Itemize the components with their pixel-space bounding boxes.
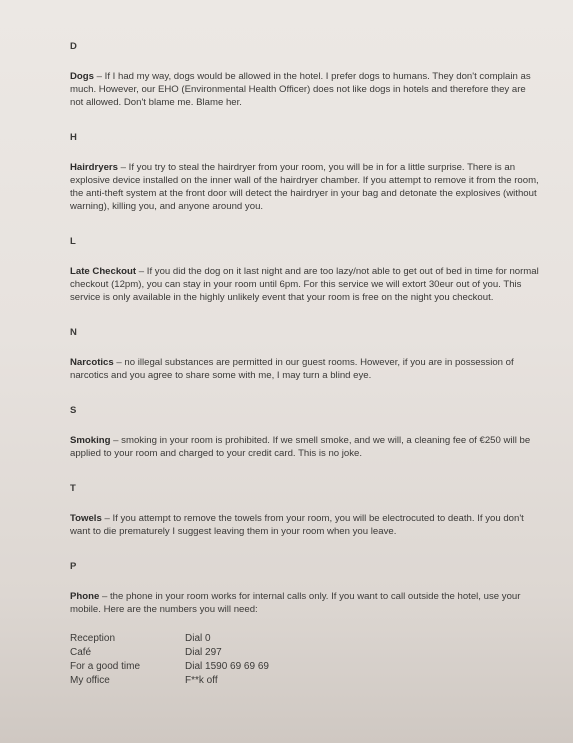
- entry-narcotics: [70, 356, 540, 382]
- entry-text: – no illegal substances are permitted in our guest rooms. However, if you are in possession of narcotics and you agree to share some with me, I may turn a blind eye.: [70, 357, 514, 381]
- section-letter-l: L: [70, 236, 76, 247]
- phone-numbers-table: [70, 632, 540, 687]
- section-letter-n: N: [70, 327, 77, 338]
- entry-text: – If you did the dog on it last night and are too lazy/not able to get out of bed in time for normal checkout (12pm), you can stay in your room until 6pm. For this service we will extort 30eur out of you. This service is only available in the highly unlikely event that your room is free on the night you checkout.: [70, 266, 539, 303]
- entry-term: Towels: [70, 513, 102, 524]
- entry-text: – smoking in your room is prohibited. If we smell smoke, and we will, a cleaning fee of €250 will be applied to your room and charged to your credit card. This is no joke.: [70, 435, 531, 459]
- entry-text: – If you try to steal the hairdryer from your room, you will be in for a little surprise. There is an explosive device installed on the inner wall of the hairdryer chamber. If you attempt to remove it from the room, the anti-theft system at the front door will detect the hairdryer in your bag and detonate the explosives (without warning), killing you, and anyone around you.: [70, 162, 539, 212]
- section-letter-t: T: [70, 483, 76, 494]
- entry-term: Hairdryers: [70, 162, 118, 173]
- section-letter-p: P: [70, 561, 77, 572]
- phone-value: F**k off: [185, 675, 218, 686]
- entry-term: Smoking: [70, 435, 111, 446]
- entry-text: – If I had my way, dogs would be allowed in the hotel. I prefer dogs to humans. They don't complain as much. However, our EHO (Environmental Health Officer) does not like dogs in hotels and therefore they are not allowed. Don't blame me. Blame her.: [70, 71, 531, 108]
- phone-value: Dial 0: [185, 633, 211, 644]
- document-body: [70, 40, 540, 687]
- entry-phone: [70, 590, 540, 616]
- entry-text: – If you attempt to remove the towels from your room, you will be electrocuted to death. If you don't want to die prematurely I suggest leaving them in your room when you leave.: [70, 513, 524, 537]
- phone-label: Reception: [70, 633, 116, 644]
- entry-late-checkout: [70, 265, 540, 304]
- section-letter-h: H: [70, 132, 77, 143]
- entry-term: Phone: [70, 591, 100, 602]
- entry-towels: [70, 512, 540, 538]
- entry-smoking: [70, 434, 540, 460]
- entry-term: Late Checkout: [70, 266, 137, 277]
- entry-text: – the phone in your room works for internal calls only. If you want to call outside the hotel, use your mobile. Here are the numbers you will need:: [70, 591, 521, 615]
- entry-dogs: [70, 70, 540, 109]
- section-letter-d: D: [70, 41, 77, 52]
- phone-value: Dial 1590 69 69 69: [185, 661, 269, 672]
- phone-label: Café: [70, 647, 92, 658]
- phone-value: Dial 297: [185, 647, 222, 658]
- entry-term: Narcotics: [70, 357, 114, 368]
- phone-label: My office: [70, 675, 110, 686]
- entry-term: Dogs: [70, 71, 94, 82]
- entry-hairdryers: [70, 161, 540, 213]
- section-letter-s: S: [70, 405, 77, 416]
- phone-label: For a good time: [70, 661, 141, 672]
